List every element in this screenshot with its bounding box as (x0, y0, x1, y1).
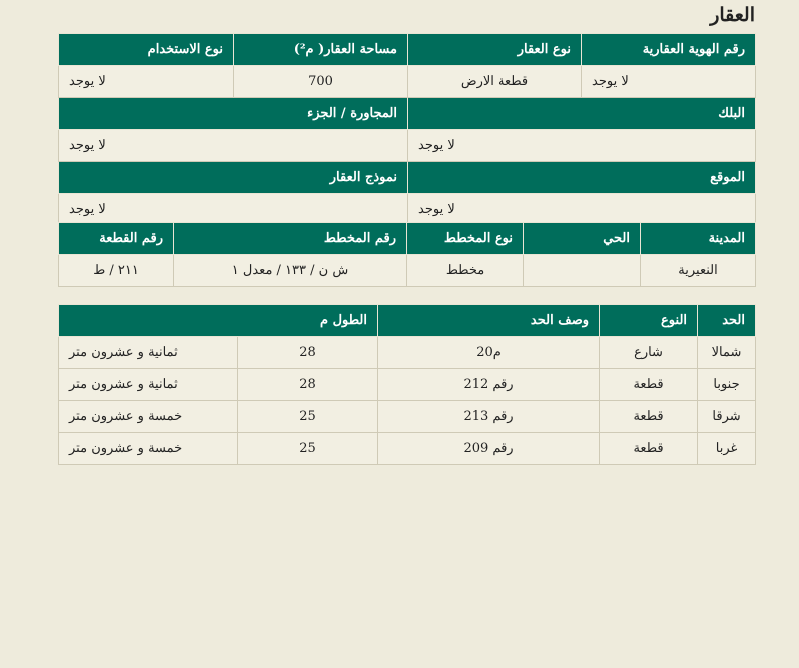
boundary-direction: جنوبا (698, 369, 756, 401)
value-neighborhood-part: لا يوجد (59, 130, 408, 162)
boundary-length-words: ثمانية و عشرون متر (59, 337, 238, 369)
header-usage-type: نوع الاستخدام (59, 34, 234, 66)
table-row (59, 337, 756, 369)
header-boundary-description: وصف الحد (378, 305, 600, 337)
value-block: لا يوجد (408, 130, 756, 162)
boundary-description: رقم 212 (378, 369, 600, 401)
header-plan-number: رقم المخطط (174, 223, 407, 255)
header-boundary: الحد (698, 305, 756, 337)
table-row (59, 401, 756, 433)
value-plan-type: مخطط (407, 255, 524, 287)
boundary-length: 25 (238, 433, 378, 465)
value-property-id: لا يوجد (582, 66, 756, 98)
value-row-1 (59, 66, 756, 98)
table-row (59, 433, 756, 465)
value-usage-type: لا يوجد (59, 66, 234, 98)
value-location: لا يوجد (408, 194, 756, 226)
value-row-2 (59, 130, 756, 162)
value-district (524, 255, 641, 287)
value-row-3 (59, 194, 756, 226)
boundary-direction: غربا (698, 433, 756, 465)
boundary-length: 28 (238, 369, 378, 401)
header-row-2 (59, 98, 756, 130)
header-city: المدينة (641, 223, 756, 255)
boundary-type: شارع (600, 337, 698, 369)
header-row-3 (59, 162, 756, 194)
boundary-type: قطعة (600, 369, 698, 401)
value-row-4 (59, 255, 756, 287)
value-plan-number: ش ن / ١٣٣ / معدل ١ (174, 255, 407, 287)
location-table (58, 222, 756, 287)
boundary-direction: شمالا (698, 337, 756, 369)
header-property-area: مساحة العقار( م²) (234, 34, 408, 66)
page-title: العقار (710, 4, 755, 26)
boundary-description: رقم 209 (378, 433, 600, 465)
header-property-id: رقم الهوية العقارية (582, 34, 756, 66)
boundary-description: م20 (378, 337, 600, 369)
header-plot-number: رقم القطعة (59, 223, 174, 255)
header-boundary-type: النوع (600, 305, 698, 337)
header-length: الطول م (59, 305, 378, 337)
table-row (59, 369, 756, 401)
boundary-length-words: خمسة و عشرون متر (59, 401, 238, 433)
value-property-type: قطعة الارض (408, 66, 582, 98)
header-plan-type: نوع المخطط (407, 223, 524, 255)
boundary-type: قطعة (600, 433, 698, 465)
header-neighborhood-part: المجاورة / الجزء (59, 98, 408, 130)
header-row-1 (59, 34, 756, 66)
header-location: الموقع (408, 162, 756, 194)
boundary-length: 28 (238, 337, 378, 369)
header-row-4 (59, 223, 756, 255)
header-property-type: نوع العقار (408, 34, 582, 66)
header-property-model: نموذج العقار (59, 162, 408, 194)
boundary-type: قطعة (600, 401, 698, 433)
value-property-model: لا يوجد (59, 194, 408, 226)
boundary-length: 25 (238, 401, 378, 433)
property-table (58, 33, 756, 226)
value-property-area: 700 (234, 66, 408, 98)
boundary-direction: شرقا (698, 401, 756, 433)
value-city: النعيرية (641, 255, 756, 287)
boundary-length-words: ثمانية و عشرون متر (59, 369, 238, 401)
header-district: الحي (524, 223, 641, 255)
value-plot-number: ٢١١ / ط (59, 255, 174, 287)
boundary-description: رقم 213 (378, 401, 600, 433)
borders-header-row (59, 305, 756, 337)
borders-table (58, 304, 756, 465)
boundary-length-words: خمسة و عشرون متر (59, 433, 238, 465)
header-block: البلك (408, 98, 756, 130)
